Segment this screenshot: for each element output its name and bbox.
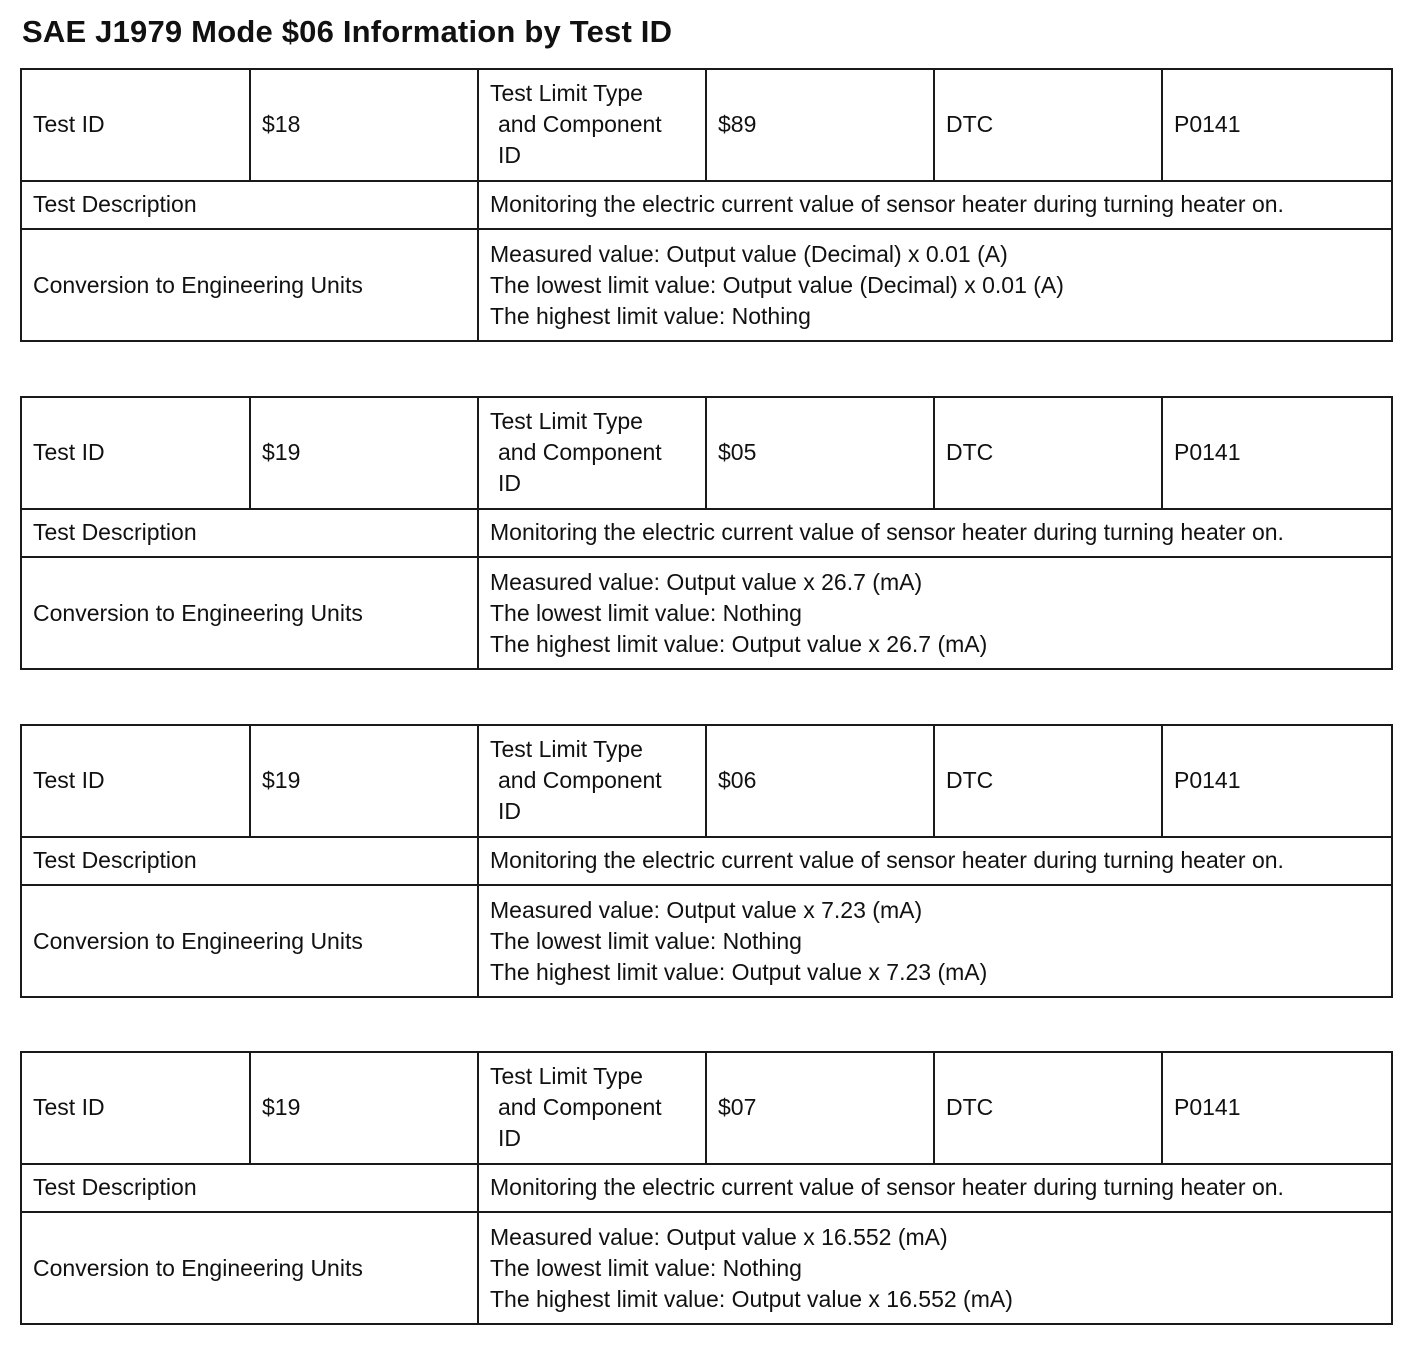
- conversion-label: Conversion to Engineering Units: [21, 1212, 478, 1324]
- test-id-label: Test ID: [21, 397, 250, 509]
- test-description-label: Test Description: [21, 181, 478, 230]
- conversion-value: [478, 885, 1392, 997]
- limit-type-label: Test Limit Type and Component ID: [478, 725, 706, 837]
- limit-type-value: $05: [706, 397, 934, 509]
- highest-limit-line: The highest limit value: Output value x 7.23 (mA): [490, 958, 988, 985]
- limit-type-value: $89: [706, 69, 934, 181]
- test-description-value: Monitoring the electric current value of sensor heater during turning heater on.: [478, 837, 1392, 886]
- lowest-limit-line: The lowest limit value: Nothing: [490, 599, 802, 626]
- dtc-value: P0141: [1162, 69, 1392, 181]
- highest-limit-line: The highest limit value: Output value x 16.552 (mA): [490, 1285, 1013, 1312]
- lowest-limit-line: The lowest limit value: Output value (Decimal) x 0.01 (A): [490, 271, 1064, 298]
- test-id-table: [20, 724, 1391, 998]
- dtc-label: DTC: [934, 397, 1162, 509]
- measured-value-line: Measured value: Output value (Decimal) x 0.01 (A): [490, 240, 1008, 267]
- test-id-table: [20, 68, 1391, 342]
- dtc-label: DTC: [934, 725, 1162, 837]
- limit-type-value: $06: [706, 725, 934, 837]
- test-description-value: Monitoring the electric current value of sensor heater during turning heater on.: [478, 1164, 1392, 1213]
- test-id-value: $19: [250, 397, 478, 509]
- dtc-value: P0141: [1162, 725, 1392, 837]
- highest-limit-line: The highest limit value: Nothing: [490, 302, 811, 329]
- conversion-label: Conversion to Engineering Units: [21, 885, 478, 997]
- header-row: [21, 69, 1392, 181]
- test-description-label: Test Description: [21, 837, 478, 886]
- test-id-value: $19: [250, 725, 478, 837]
- test-description-label: Test Description: [21, 509, 478, 558]
- conversion-value: [478, 557, 1392, 669]
- lowest-limit-line: The lowest limit value: Nothing: [490, 927, 802, 954]
- limit-type-label: Test Limit Type and Component ID: [478, 397, 706, 509]
- measured-value-line: Measured value: Output value x 26.7 (mA): [490, 568, 923, 595]
- test-id-label: Test ID: [21, 725, 250, 837]
- limit-type-label: Test Limit Type and Component ID: [478, 1052, 706, 1164]
- conversion-row: [21, 1212, 1392, 1324]
- header-row: [21, 397, 1392, 509]
- measured-value-line: Measured value: Output value x 7.23 (mA): [490, 896, 923, 923]
- description-row: [21, 1164, 1392, 1213]
- description-row: [21, 509, 1392, 558]
- test-id-label: Test ID: [21, 69, 250, 181]
- lowest-limit-line: The lowest limit value: Nothing: [490, 1254, 802, 1281]
- test-id-table: [20, 1051, 1391, 1325]
- test-description-value: Monitoring the electric current value of sensor heater during turning heater on.: [478, 509, 1392, 558]
- dtc-label: DTC: [934, 69, 1162, 181]
- test-id-value: $18: [250, 69, 478, 181]
- conversion-row: [21, 885, 1392, 997]
- conversion-label: Conversion to Engineering Units: [21, 229, 478, 341]
- highest-limit-line: The highest limit value: Output value x 26.7 (mA): [490, 630, 988, 657]
- test-id-value: $19: [250, 1052, 478, 1164]
- page-title: SAE J1979 Mode $06 Information by Test ID: [22, 14, 673, 49]
- test-description-label: Test Description: [21, 1164, 478, 1213]
- description-row: [21, 837, 1392, 886]
- limit-type-label: Test Limit Type and Component ID: [478, 69, 706, 181]
- conversion-label: Conversion to Engineering Units: [21, 557, 478, 669]
- dtc-label: DTC: [934, 1052, 1162, 1164]
- conversion-value: [478, 229, 1392, 341]
- conversion-value: [478, 1212, 1392, 1324]
- measured-value-line: Measured value: Output value x 16.552 (mA): [490, 1223, 948, 1250]
- description-row: [21, 181, 1392, 230]
- conversion-row: [21, 557, 1392, 669]
- test-description-value: Monitoring the electric current value of sensor heater during turning heater on.: [478, 181, 1392, 230]
- conversion-row: [21, 229, 1392, 341]
- test-id-label: Test ID: [21, 1052, 250, 1164]
- dtc-value: P0141: [1162, 397, 1392, 509]
- limit-type-value: $07: [706, 1052, 934, 1164]
- dtc-value: P0141: [1162, 1052, 1392, 1164]
- header-row: [21, 1052, 1392, 1164]
- test-id-table: [20, 396, 1391, 670]
- header-row: [21, 725, 1392, 837]
